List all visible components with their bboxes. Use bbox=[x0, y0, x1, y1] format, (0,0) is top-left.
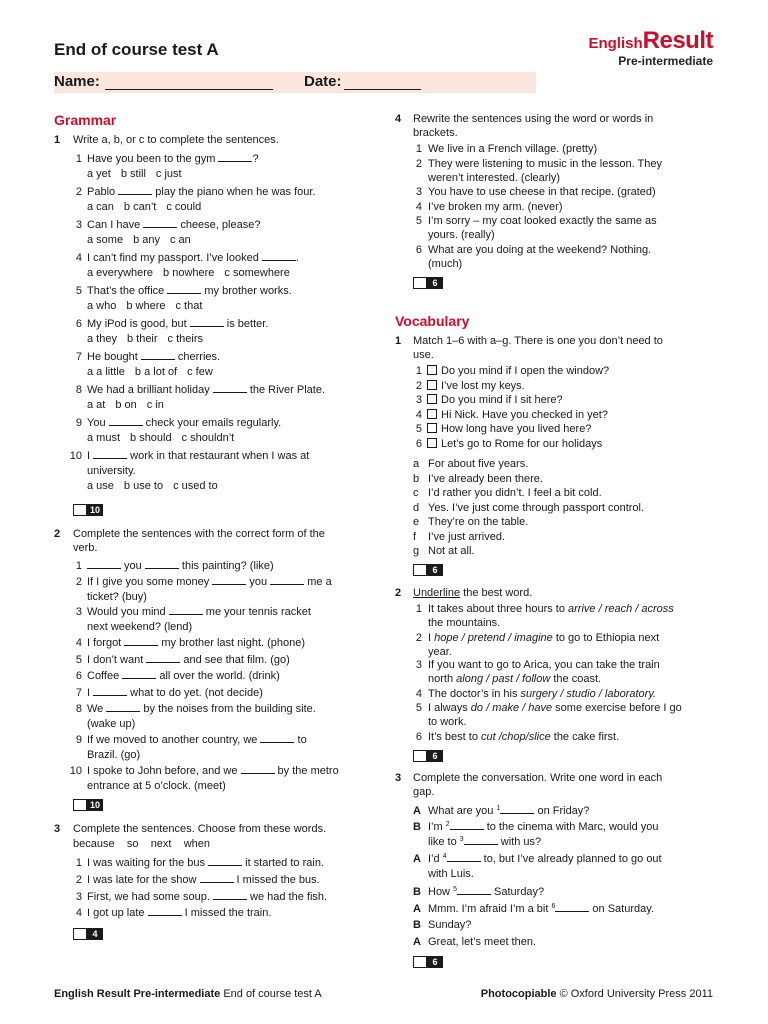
answer-blank[interactable] bbox=[167, 284, 201, 294]
answer-options bbox=[87, 479, 228, 493]
vocab-q3-score[interactable]: 6 bbox=[413, 956, 443, 968]
option[interactable]: c somewhere bbox=[224, 267, 290, 279]
option[interactable]: c that bbox=[175, 300, 203, 312]
answer-blank[interactable] bbox=[122, 669, 156, 679]
option[interactable]: c could bbox=[166, 201, 202, 213]
answer-options bbox=[87, 233, 201, 247]
option[interactable]: c few bbox=[187, 366, 213, 378]
vocabulary-heading: Vocabulary bbox=[395, 313, 470, 329]
answer-blank[interactable] bbox=[109, 416, 143, 426]
speaker-label: A bbox=[413, 903, 421, 915]
item-number: 3 bbox=[415, 659, 422, 671]
question-sentence: It takes about three hours to arrive / reach / across bbox=[428, 603, 674, 615]
name-date-band bbox=[54, 72, 536, 93]
option[interactable]: a at bbox=[87, 399, 106, 411]
question-sentence: We by the noises from the building site. bbox=[87, 703, 316, 715]
answer-text: For about five years. bbox=[428, 458, 529, 470]
question-sentence: If you want to go to Arica, you can take the train bbox=[428, 659, 660, 671]
match-item: How long have you lived here? bbox=[427, 422, 591, 436]
item-number: 9 bbox=[75, 417, 82, 429]
dialogue-line-cont: like to $^3$ with us? bbox=[428, 836, 542, 848]
question-sentence: I spoke to John before, and we by the metro bbox=[87, 765, 339, 777]
answer-blank[interactable] bbox=[213, 890, 247, 900]
vocab-q1-instruction-1: Match 1–6 with a–g. There is one you don’t need to bbox=[413, 335, 663, 347]
item-number: 3 bbox=[75, 219, 82, 231]
question-sentence-cont: ticket? (buy) bbox=[87, 591, 147, 603]
answer-blank[interactable] bbox=[169, 605, 203, 615]
item-number: 6 bbox=[415, 437, 422, 450]
answer-blank[interactable] bbox=[450, 820, 484, 830]
answer-text: Not at all. bbox=[428, 545, 475, 557]
speaker-label: A bbox=[413, 853, 421, 865]
item-number: 3 bbox=[75, 606, 82, 618]
item-number: 1 bbox=[75, 560, 82, 572]
question-sentence-cont: (wake up) bbox=[87, 718, 136, 730]
dialogue-line: Mmm. I’m afraid I’m a bit $^6$ on Saturday. bbox=[428, 903, 654, 915]
answer-letter: b bbox=[413, 472, 420, 485]
option[interactable]: b can’t bbox=[123, 201, 157, 213]
question-sentence-cont: to work. bbox=[428, 716, 467, 728]
item-number: 6 bbox=[415, 244, 422, 256]
answer-checkbox[interactable] bbox=[427, 423, 437, 433]
vocab-q3-number: 3 bbox=[395, 772, 402, 784]
answer-blank[interactable] bbox=[93, 449, 127, 459]
answer-letter: g bbox=[413, 545, 420, 557]
question-sentence: I work in that restaurant when I was at bbox=[87, 450, 310, 462]
question-sentence-cont: Brazil. (go) bbox=[87, 749, 141, 761]
answer-blank[interactable] bbox=[106, 702, 140, 712]
answer-blank[interactable] bbox=[213, 383, 247, 393]
dialogue-line: What are you $^1$ on Friday? bbox=[428, 805, 590, 817]
gap-number: 2 bbox=[445, 821, 450, 828]
item-number: 3 bbox=[415, 394, 422, 406]
grammar-q2-score[interactable]: 10 bbox=[73, 799, 103, 811]
item-number: 6 bbox=[75, 670, 82, 682]
grammar-heading: Grammar bbox=[54, 112, 117, 128]
match-item: Hi Nick. Have you checked in yet? bbox=[427, 408, 608, 422]
answer-blank[interactable] bbox=[260, 733, 294, 743]
answer-options bbox=[87, 332, 213, 346]
gap-number: 6 bbox=[551, 903, 556, 910]
answer-blank[interactable] bbox=[212, 575, 246, 585]
grammar-q2-instruction-2: verb. bbox=[73, 542, 98, 554]
vocab-q2-number: 2 bbox=[395, 587, 402, 599]
grammar-q3-word-bank: because so next when bbox=[73, 838, 211, 850]
item-number: 8 bbox=[75, 384, 82, 396]
question-sentence: you this painting? (like) bbox=[87, 559, 274, 573]
item-number: 6 bbox=[415, 731, 422, 743]
speaker-label: A bbox=[413, 936, 421, 948]
question-sentence-cont: next weekend? (lend) bbox=[87, 621, 193, 633]
grammar-q3-instruction: Complete the sentences. Choose from these words. bbox=[73, 823, 327, 835]
item-number: 8 bbox=[75, 703, 82, 715]
question-sentence: I got up late I missed the train. bbox=[87, 907, 272, 919]
option[interactable]: c shouldn’t bbox=[181, 432, 235, 444]
gap-number: 3 bbox=[459, 836, 464, 843]
answer-blank[interactable] bbox=[146, 653, 180, 663]
answer-blank[interactable] bbox=[145, 559, 179, 569]
word-choices[interactable]: cut /chop/slice bbox=[481, 731, 551, 743]
question-sentence: I what to do yet. (not decide) bbox=[87, 687, 263, 699]
vocab-q2-instruction: Underline the best word. bbox=[413, 587, 533, 599]
dialogue-line: How $^5$ Saturday? bbox=[428, 886, 545, 898]
question-sentence: I always do / make / have some exercise before I go bbox=[428, 702, 682, 714]
speaker-label: B bbox=[413, 886, 421, 898]
grammar-q2-instruction-1: Complete the sentences with the correct form of the bbox=[73, 528, 325, 540]
gap-number: 4 bbox=[442, 853, 447, 860]
match-item: I’ve lost my keys. bbox=[427, 379, 525, 393]
answer-checkbox[interactable] bbox=[427, 380, 437, 390]
answer-options bbox=[87, 266, 300, 280]
answer-text: Yes. I’ve just come through passport control. bbox=[428, 501, 645, 514]
item-number: 2 bbox=[415, 158, 422, 170]
answer-blank[interactable] bbox=[270, 575, 304, 585]
question-sentence: That’s the office my brother works. bbox=[87, 285, 292, 297]
option[interactable]: a yet bbox=[87, 168, 111, 180]
answer-blank[interactable] bbox=[148, 906, 182, 916]
item-number: 2 bbox=[75, 874, 82, 886]
answer-blank[interactable] bbox=[457, 885, 491, 895]
grammar-q4-score[interactable]: 6 bbox=[413, 277, 443, 289]
question-sentence: It’s best to cut /chop/slice the cake first. bbox=[428, 731, 620, 743]
question-sentence-cont: weren’t interested. (clearly) bbox=[428, 172, 561, 184]
answer-letter: e bbox=[413, 516, 420, 528]
option[interactable]: a must bbox=[87, 432, 121, 444]
answer-letter: f bbox=[413, 530, 417, 543]
question-sentence: Would you mind me your tennis racket bbox=[87, 606, 311, 618]
word-choices[interactable]: surgery / studio / laboratory. bbox=[520, 688, 657, 700]
answer-blank[interactable] bbox=[218, 152, 252, 162]
question-sentence: They were listening to music in the lesson. They bbox=[428, 158, 662, 170]
brand-english: English bbox=[588, 35, 643, 52]
option[interactable]: a a little bbox=[87, 366, 125, 378]
question-sentence-cont: the mountains. bbox=[428, 617, 501, 629]
item-number: 9 bbox=[75, 734, 82, 746]
answer-blank[interactable] bbox=[141, 350, 175, 360]
item-number: 5 bbox=[415, 423, 422, 435]
option[interactable]: a can bbox=[87, 201, 114, 213]
question-sentence: I hope / pretend / imagine to go to Ethiopia next bbox=[428, 632, 660, 644]
footer-left: English Result Pre-intermediate End of course test A bbox=[54, 988, 322, 1000]
speaker-label: B bbox=[413, 821, 421, 833]
item-number: 1 bbox=[415, 143, 422, 155]
option[interactable]: b where bbox=[126, 300, 166, 312]
question-sentence-cont: (much) bbox=[428, 258, 463, 270]
item-number: 2 bbox=[75, 576, 82, 588]
answer-blank[interactable] bbox=[464, 835, 498, 845]
speaker-label: A bbox=[413, 805, 421, 817]
item-number: 1 bbox=[75, 857, 82, 869]
item-number: 7 bbox=[75, 351, 82, 363]
answer-blank[interactable] bbox=[555, 902, 589, 912]
vocab-q3-instruction-2: gap. bbox=[413, 786, 435, 798]
grammar-q1-score[interactable]: 10 bbox=[73, 504, 103, 516]
question-sentence: Have you been to the gym ? bbox=[87, 153, 259, 165]
brand-logo bbox=[588, 27, 713, 68]
answer-letter: c bbox=[413, 487, 419, 499]
question-sentence: We live in a French village. (pretty) bbox=[428, 143, 598, 155]
option[interactable]: a some bbox=[87, 234, 124, 246]
grammar-q4-number: 4 bbox=[395, 113, 402, 125]
answer-blank[interactable] bbox=[208, 856, 242, 866]
answer-blank[interactable] bbox=[87, 559, 121, 569]
item-number: 6 bbox=[75, 318, 82, 330]
answer-checkbox[interactable] bbox=[427, 365, 437, 375]
question-sentence: Can I have cheese, please? bbox=[87, 219, 261, 231]
answer-options bbox=[87, 431, 244, 445]
question-sentence: You check your emails regularly. bbox=[87, 417, 282, 429]
answer-checkbox[interactable] bbox=[427, 394, 437, 404]
answer-checkbox[interactable] bbox=[427, 409, 437, 419]
speaker-label: B bbox=[413, 919, 421, 931]
word-choices[interactable]: do / make / have bbox=[470, 702, 553, 714]
option[interactable]: b use to bbox=[123, 480, 164, 492]
question-sentence-cont: entrance at 5 o’clock. (meet) bbox=[87, 780, 226, 792]
vocab-q1-instruction-2: use. bbox=[413, 349, 434, 361]
dialogue-line: I’m $^2$ to the cinema with Marc, would you bbox=[428, 821, 659, 833]
answer-blank[interactable] bbox=[143, 218, 177, 228]
answer-blank[interactable] bbox=[190, 317, 224, 327]
option[interactable]: c an bbox=[170, 234, 191, 246]
vocab-q3-instruction-1: Complete the conversation. Write one word in each bbox=[413, 772, 663, 784]
date-label: Date: bbox=[304, 73, 342, 90]
option[interactable]: a who bbox=[87, 300, 117, 312]
item-number: 7 bbox=[75, 687, 82, 699]
answer-blank[interactable] bbox=[93, 686, 127, 696]
item-number: 1 bbox=[75, 153, 82, 165]
grammar-q1-number: 1 bbox=[54, 134, 61, 146]
item-number: 4 bbox=[415, 408, 422, 421]
item-number: 3 bbox=[75, 891, 82, 903]
answer-text: They’re on the table. bbox=[428, 516, 529, 528]
question-sentence: I was late for the show I missed the bus. bbox=[87, 874, 320, 886]
question-sentence: I’ve broken my arm. (never) bbox=[428, 201, 563, 213]
brand-level: Pre-intermediate bbox=[618, 54, 713, 68]
grammar-q4-instruction-1: Rewrite the sentences using the word or words in bbox=[413, 113, 654, 125]
item-number: 1 bbox=[415, 365, 422, 377]
item-number: 10 bbox=[69, 450, 82, 462]
item-number: 1 bbox=[415, 603, 422, 615]
option[interactable]: b on bbox=[115, 399, 137, 411]
gap-number: 1 bbox=[496, 805, 501, 812]
question-sentence: The doctor’s in his surgery / studio / laboratory. bbox=[428, 688, 657, 700]
dialogue-line: Great, let’s meet then. bbox=[428, 936, 537, 948]
answer-options bbox=[87, 167, 192, 181]
page-title: End of course test A bbox=[54, 40, 219, 59]
answer-blank[interactable] bbox=[447, 852, 481, 862]
item-number: 4 bbox=[75, 907, 82, 919]
match-item: Do you mind if I sit here? bbox=[427, 393, 563, 407]
answer-text: I’ve just arrived. bbox=[428, 530, 506, 543]
question-sentence: You have to use cheese in that recipe. (grated) bbox=[428, 186, 656, 198]
item-number: 5 bbox=[75, 654, 82, 666]
option[interactable]: b should bbox=[130, 432, 172, 444]
option[interactable]: c in bbox=[146, 399, 164, 411]
question-sentence: Pablo play the piano when he was four. bbox=[87, 186, 316, 198]
answer-blank[interactable] bbox=[241, 764, 275, 774]
answer-options bbox=[87, 200, 211, 214]
grammar-q3-number: 3 bbox=[54, 823, 61, 835]
item-number: 3 bbox=[415, 186, 422, 198]
dialogue-line-cont: with Luis. bbox=[428, 868, 474, 880]
answer-checkbox[interactable] bbox=[427, 438, 437, 448]
answer-options bbox=[87, 365, 223, 379]
vocab-q2-score[interactable]: 6 bbox=[413, 750, 443, 762]
answer-blank[interactable] bbox=[262, 251, 296, 261]
option[interactable]: c just bbox=[155, 168, 182, 180]
question-sentence: What are you doing at the weekend? Nothing. bbox=[428, 244, 652, 256]
answer-text: I’d rather you didn’t. I feel a bit cold. bbox=[428, 487, 602, 499]
name-field[interactable] bbox=[105, 89, 273, 90]
word-choices[interactable]: arrive / reach / across bbox=[568, 603, 674, 615]
option[interactable]: a use bbox=[87, 480, 114, 492]
dialogue-line: Sunday? bbox=[428, 919, 472, 931]
answer-options bbox=[87, 398, 174, 412]
question-sentence: If I give you some money you me a bbox=[87, 576, 332, 588]
question-sentence: I’m sorry – my coat looked exactly the same as bbox=[428, 215, 657, 227]
question-sentence: My iPod is good, but is better. bbox=[87, 318, 269, 330]
vocab-q1-score[interactable]: 6 bbox=[413, 564, 443, 576]
question-sentence: He bought cherries. bbox=[87, 351, 221, 363]
question-sentence: If we moved to another country, we to bbox=[87, 734, 307, 746]
grammar-q2-number: 2 bbox=[54, 528, 61, 540]
answer-blank[interactable] bbox=[124, 636, 158, 646]
answer-letter: d bbox=[413, 501, 420, 514]
item-number: 4 bbox=[415, 688, 422, 700]
match-item: Do you mind if I open the window? bbox=[427, 364, 609, 378]
question-sentence-cont: north along / past / follow the coast. bbox=[428, 673, 602, 685]
grammar-q4-instruction-2: brackets. bbox=[413, 127, 458, 139]
grammar-q1-instruction: Write a, b, or c to complete the sentences. bbox=[73, 134, 279, 146]
item-number: 2 bbox=[415, 632, 422, 644]
item-number: 4 bbox=[415, 201, 422, 213]
answer-blank[interactable] bbox=[500, 804, 534, 814]
answer-blank[interactable] bbox=[118, 185, 152, 195]
answer-options bbox=[87, 299, 212, 313]
question-sentence: I was waiting for the bus it started to rain. bbox=[87, 857, 324, 869]
option[interactable]: b nowhere bbox=[163, 267, 215, 279]
answer-letter: a bbox=[413, 458, 420, 470]
item-number: 5 bbox=[415, 215, 422, 227]
match-item: Let’s go to Rome for our holidays bbox=[427, 437, 602, 451]
grammar-q3-score[interactable]: 4 bbox=[73, 928, 103, 940]
brand-result: Result bbox=[642, 27, 713, 54]
item-number: 2 bbox=[75, 186, 82, 198]
option[interactable]: b still bbox=[120, 168, 146, 180]
option[interactable]: a they bbox=[87, 333, 117, 345]
word-choices[interactable]: along / past / follow bbox=[456, 673, 551, 685]
question-sentence: I forgot my brother last night. (phone) bbox=[87, 637, 306, 649]
question-sentence-cont: university. bbox=[87, 465, 136, 477]
footer-right: Photocopiable © Oxford University Press 2011 bbox=[480, 988, 713, 1000]
option[interactable]: b a lot of bbox=[134, 366, 178, 378]
date-field[interactable] bbox=[344, 89, 421, 90]
question-sentence: We had a brilliant holiday the River Plate. bbox=[87, 384, 326, 396]
option[interactable]: a everywhere bbox=[87, 267, 154, 279]
item-number: 5 bbox=[75, 285, 82, 297]
question-sentence: First, we had some soup. we had the fish. bbox=[87, 891, 328, 903]
question-sentence-cont: yours. (really) bbox=[428, 229, 495, 241]
item-number: 4 bbox=[75, 637, 82, 649]
question-sentence-cont: year. bbox=[428, 646, 452, 658]
option[interactable]: c theirs bbox=[167, 333, 204, 345]
option[interactable]: c used to bbox=[173, 480, 218, 492]
word-choices[interactable]: hope / pretend / imagine bbox=[434, 632, 553, 644]
item-number: 4 bbox=[75, 252, 82, 264]
dialogue-line: I’d $^4$ to, but I’ve already planned to go out bbox=[428, 853, 662, 865]
gap-number: 5 bbox=[453, 886, 457, 893]
question-sentence: I don’t want and see that film. (go) bbox=[87, 654, 290, 666]
answer-blank[interactable] bbox=[200, 873, 234, 883]
option[interactable]: b their bbox=[126, 333, 158, 345]
question-sentence: Coffee all over the world. (drink) bbox=[87, 670, 280, 682]
question-sentence: I can’t find my passport. I’ve looked . bbox=[87, 252, 299, 264]
name-label: Name: bbox=[54, 73, 100, 90]
item-number: 10 bbox=[69, 765, 82, 777]
vocab-q1-number: 1 bbox=[395, 335, 402, 347]
item-number: 5 bbox=[415, 702, 422, 714]
answer-text: I’ve already been there. bbox=[428, 472, 543, 485]
option[interactable]: b any bbox=[133, 234, 160, 246]
item-number: 2 bbox=[415, 379, 422, 392]
